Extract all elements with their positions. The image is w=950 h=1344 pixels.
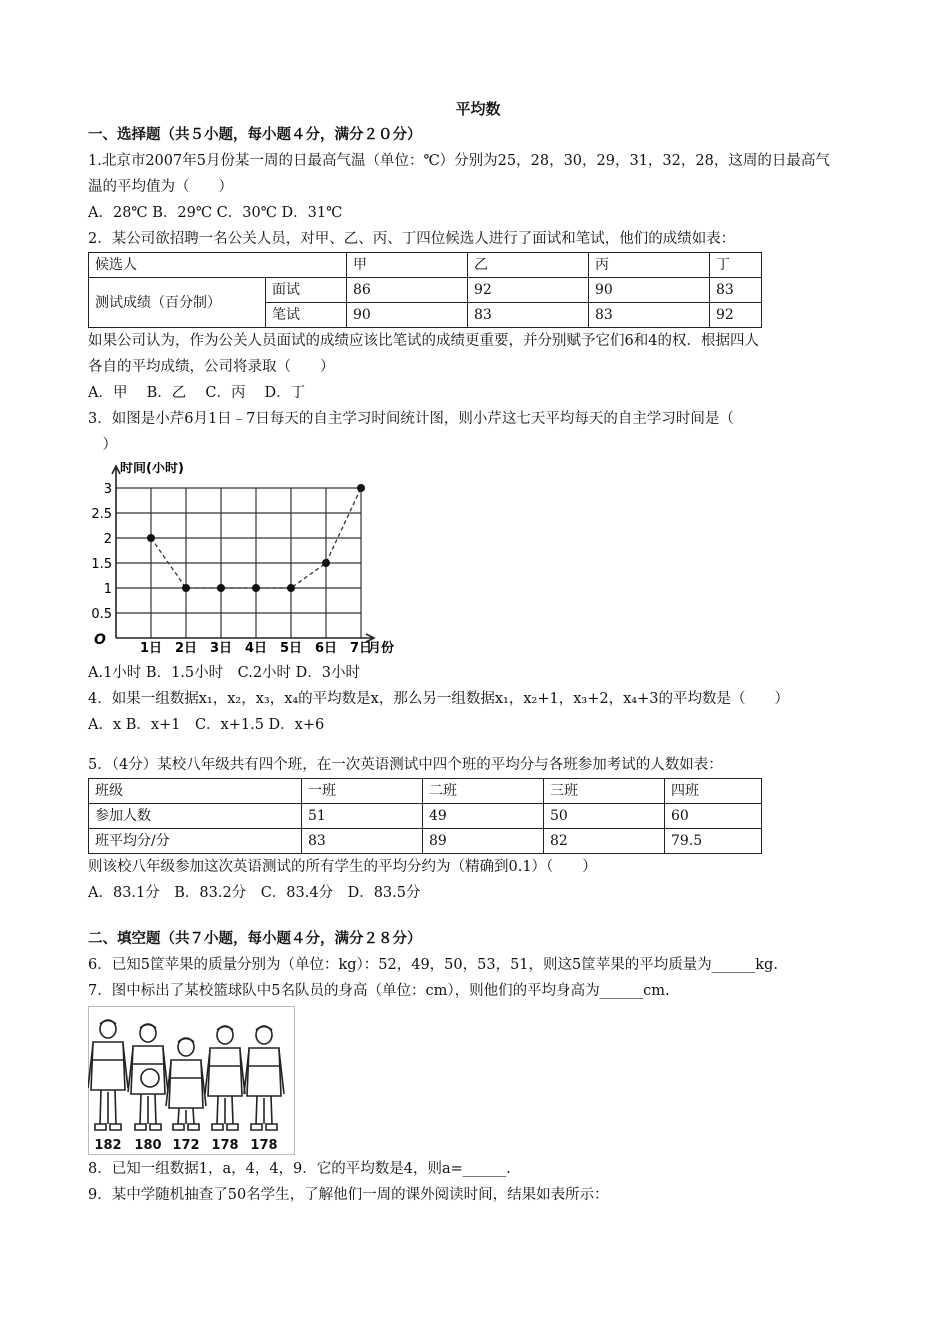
chart-x-tick-label: 5日 <box>279 641 303 656</box>
chart-data-point <box>147 534 155 542</box>
q1-options: A．28℃ B．29℃ C．30℃ D．31℃ <box>88 205 343 221</box>
q4-line1: 4．如果一组数据x₁，x₂，x₃，x₄的平均数是x，那么另一组数据x₁，x₂+1，x₃+2，x₄+3的平均数是（ ） <box>88 691 789 707</box>
chart-x-tick-label: 6日 <box>314 641 338 656</box>
player-height-label: 172 <box>172 1138 200 1153</box>
q6: 6．已知5筐苹果的质量分别为（单位：kg）：52，49，50，53，51，则这5筐苹果的平均质量为______kg. <box>88 957 778 973</box>
q2-options: A．甲 B．乙 C．丙 D．丁 <box>88 385 306 401</box>
q3-line2: ） <box>88 437 117 453</box>
table-cell: 90 <box>346 303 467 328</box>
table-row <box>89 829 762 854</box>
q2-stem: 2．某公司欲招聘一名公关人员，对甲、乙、丙、丁四位候选人进行了面试和笔试，他们的成绩如表： <box>88 231 736 247</box>
chart-x-tick-label: 2日 <box>174 641 198 656</box>
table-cell: 一班 <box>302 779 423 804</box>
chart-data-point <box>252 584 260 592</box>
table-cell: 51 <box>302 804 423 829</box>
table-cell: 甲 <box>346 253 467 278</box>
chart-y-axis-label: 时间(小时) <box>120 462 184 476</box>
section-choice-heading: 一、选择题（共５小题，每小题４分，满分２０分） <box>88 126 422 143</box>
table-cell: 60 <box>665 804 762 829</box>
q5-after: 则该校八年级参加这次英语测试的所有学生的平均分约为（精确到0.1）（ ） <box>88 859 597 875</box>
player-height-label: 178 <box>211 1138 239 1153</box>
q2-after-line2: 各自的平均成绩，公司将录取（ ） <box>88 359 335 375</box>
table-cell: 测试成绩（百分制） <box>89 278 266 328</box>
table-cell: 49 <box>423 804 544 829</box>
q8: 8．已知一组数据1，a，4，4，9．它的平均数是4，则a=______. <box>88 1161 511 1177</box>
q2-after-line1: 如果公司认为，作为公关人员面试的成绩应该比笔试的成绩更重要，并分别赋予它们6和4的权．根据四人 <box>88 333 759 349</box>
q1-line2: 温的平均值为（ ） <box>88 179 233 195</box>
chart-data-point <box>357 484 365 492</box>
table-cell: 丁 <box>709 253 761 278</box>
player-height-label: 182 <box>94 1138 122 1153</box>
chart-y-tick-label: 3 <box>103 482 112 497</box>
q7: 7．图中标出了某校篮球队中5名队员的身高（单位：cm），则他们的平均身高为______cm. <box>88 983 670 999</box>
table-cell: 候选人 <box>89 253 347 278</box>
chart-y-tick-label: 2 <box>103 532 112 547</box>
chart-data-point <box>217 584 225 592</box>
table-cell: 班平均分/分 <box>89 829 302 854</box>
q2-score-table <box>88 252 762 328</box>
table-cell: 83 <box>467 303 588 328</box>
table-cell: 90 <box>588 278 709 303</box>
page-title: 平均数 <box>455 100 501 118</box>
q4-options: A．x B．x+1 C．x+1.5 D．x+6 <box>88 717 325 733</box>
chart-data-point <box>322 559 330 567</box>
table-cell: 86 <box>346 278 467 303</box>
q5-stem: 5．（4分）某校八年级共有四个班，在一次英语测试中四个班的平均分与各班参加考试的人数如表： <box>88 757 723 773</box>
chart-origin-label: O <box>94 632 106 648</box>
table-cell: 79.5 <box>665 829 762 854</box>
chart-y-tick-label: 1 <box>103 582 112 597</box>
table-cell: 笔试 <box>266 303 347 328</box>
q3-line1: 3．如图是小芹6月1日﹣7日每天的自主学习时间统计图，则小芹这七天平均每天的自主学习时间是（ <box>88 411 734 427</box>
table-row <box>89 278 762 303</box>
chart-x-tick-label: 7日 <box>349 641 373 656</box>
table-cell: 82 <box>544 829 665 854</box>
q1-line1: 1.北京市2007年5月份某一周的日最高气温（单位：℃）分别为25，28，30，29，31，32，28，这周的日最高气 <box>88 153 830 169</box>
table-cell: 丙 <box>588 253 709 278</box>
player-height-label: 178 <box>250 1138 278 1153</box>
study-time-line-chart <box>88 462 408 658</box>
table-cell: 83 <box>709 278 761 303</box>
table-cell: 乙 <box>467 253 588 278</box>
chart-x-tick-label: 1日 <box>139 641 163 656</box>
chart-x-tick-label: 4日 <box>244 641 268 656</box>
chart-data-point <box>182 584 190 592</box>
q5-class-table <box>88 778 762 854</box>
table-cell: 三班 <box>544 779 665 804</box>
table-cell: 92 <box>467 278 588 303</box>
chart-y-tick-label: 1.5 <box>91 557 112 572</box>
table-cell: 二班 <box>423 779 544 804</box>
figure-frame <box>89 1007 295 1155</box>
table-cell: 班级 <box>89 779 302 804</box>
table-cell: 89 <box>423 829 544 854</box>
table-cell: 83 <box>588 303 709 328</box>
table-cell: 面试 <box>266 278 347 303</box>
chart-x-tick-label: 3日 <box>209 641 233 656</box>
q5-options: A．83.1分 B．83.2分 C．83.4分 D．83.5分 <box>88 885 421 901</box>
chart-x-axis-label: 月份 <box>368 641 395 656</box>
chart-y-tick-label: 0.5 <box>91 607 112 622</box>
table-row <box>89 804 762 829</box>
section-fill-heading: 二、填空题（共７小题，每小题４分，满分２８分） <box>88 930 422 947</box>
worksheet <box>88 96 868 1208</box>
q9: 9．某中学随机抽查了50名学生，了解他们一周的课外阅读时间，结果如表所示： <box>88 1187 609 1203</box>
basketball-players-figure <box>88 1006 296 1156</box>
table-row <box>89 779 762 804</box>
table-cell: 92 <box>709 303 761 328</box>
q3-options: A.1小时 B．1.5小时 C.2小时 D．3小时 <box>88 665 361 681</box>
table-row <box>89 253 762 278</box>
chart-y-tick-label: 2.5 <box>91 507 112 522</box>
player-height-label: 180 <box>134 1138 162 1153</box>
table-cell: 50 <box>544 804 665 829</box>
table-cell: 四班 <box>665 779 762 804</box>
chart-data-point <box>287 584 295 592</box>
table-cell: 83 <box>302 829 423 854</box>
table-cell: 参加人数 <box>89 804 302 829</box>
